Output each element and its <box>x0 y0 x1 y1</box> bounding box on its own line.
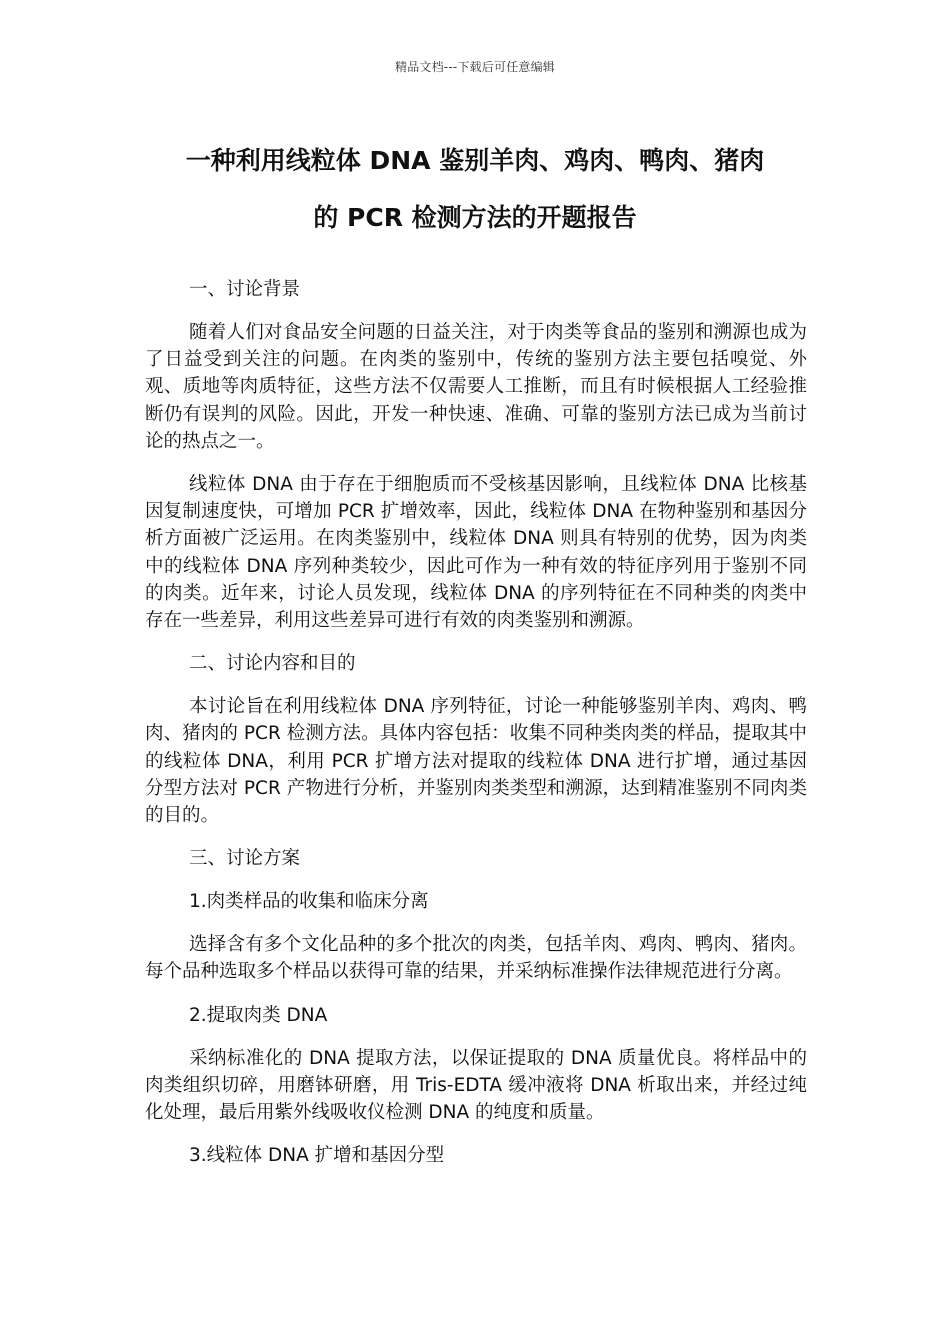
paragraph-content-purpose: 本讨论旨在利用线粒体 DNA 序列特征，讨论一种能够鉴别羊肉、鸡肉、鸭肉、猪肉的 PCR 检测方法。具体内容包括：收集不同种类肉类的样品，提取其中的线粒体 DNA，利用 PCR 扩增方法对提取的线粒体 DNA 进行扩增，通过基因分型方法对 PCR 产物进行分析，并鉴别肉类类型和溯源，达到精准鉴别不同肉类的目的。 <box>145 696 807 827</box>
subheading-amplification-genotyping: 3.线粒体 DNA 扩增和基因分型 <box>189 1145 445 1167</box>
document-title-line-2: 的 PCR 检测方法的开题报告 <box>313 203 637 232</box>
section-heading-content-purpose: 二、讨论内容和目的 <box>189 653 356 675</box>
paragraph-dna-extraction: 采纳标准化的 DNA 提取方法，以保证提取的 DNA 质量优良。将样品中的肉类组织切碎，用磨钵研磨，用 Tris-EDTA 缓冲液将 DNA 析取出来，并经过纯化处理，最后用紫外线吸收仪检测 DNA 的纯度和质量。 <box>145 1047 807 1124</box>
subheading-dna-extraction: 2.提取肉类 DNA <box>189 1004 328 1026</box>
document-title-line-1: 一种利用线粒体 DNA 鉴别羊肉、鸡肉、鸭肉、猪肉 <box>185 146 765 175</box>
header-note: 精品文档---下载后可任意编辑 <box>395 60 555 74</box>
paragraph-background-2: 线粒体 DNA 由于存在于细胞质而不受核基因影响，且线粒体 DNA 比核基因复制速度快，可增加 PCR 扩增效率，因此，线粒体 DNA 在物种鉴别和基因分析方面被广泛运用。在肉类鉴别中，线粒体 DNA 则具有特别的优势，因为肉类中的线粒体 DNA 序列种类较少，因此可作为一种有效的特征序列用于鉴别不同的肉类。近年来，讨论人员发现，线粒体 DNA 的序列特征在不同种类的肉类中存在一些差异，利用这些差异可进行有效的肉类鉴别和溯源。 <box>145 474 807 632</box>
paragraph-background-1: 随着人们对食品安全问题的日益关注，对于肉类等食品的鉴别和溯源也成为了日益受到关注的问题。在肉类的鉴别中，传统的鉴别方法主要包括嗅觉、外观、质地等肉质特征，这些方法不仅需要人工推断，而且有时候根据人工经验推断仍有误判的风险。因此，开发一种快速、准确、可靠的鉴别方法已成为当前讨论的热点之一。 <box>145 322 807 452</box>
section-heading-plan: 三、讨论方案 <box>189 848 301 870</box>
section-heading-background: 一、讨论背景 <box>189 279 301 300</box>
document-body <box>145 276 807 1185</box>
paragraph-sample-collection: 选择含有多个文化品种的多个批次的肉类，包括羊肉、鸡肉、鸭肉、猪肉。每个品种选取多个样品以获得可靠的结果，并采纳标准操作法律规范进行分离。 <box>145 934 807 983</box>
subheading-sample-collection: 1.肉类样品的收集和临床分离 <box>189 891 429 913</box>
